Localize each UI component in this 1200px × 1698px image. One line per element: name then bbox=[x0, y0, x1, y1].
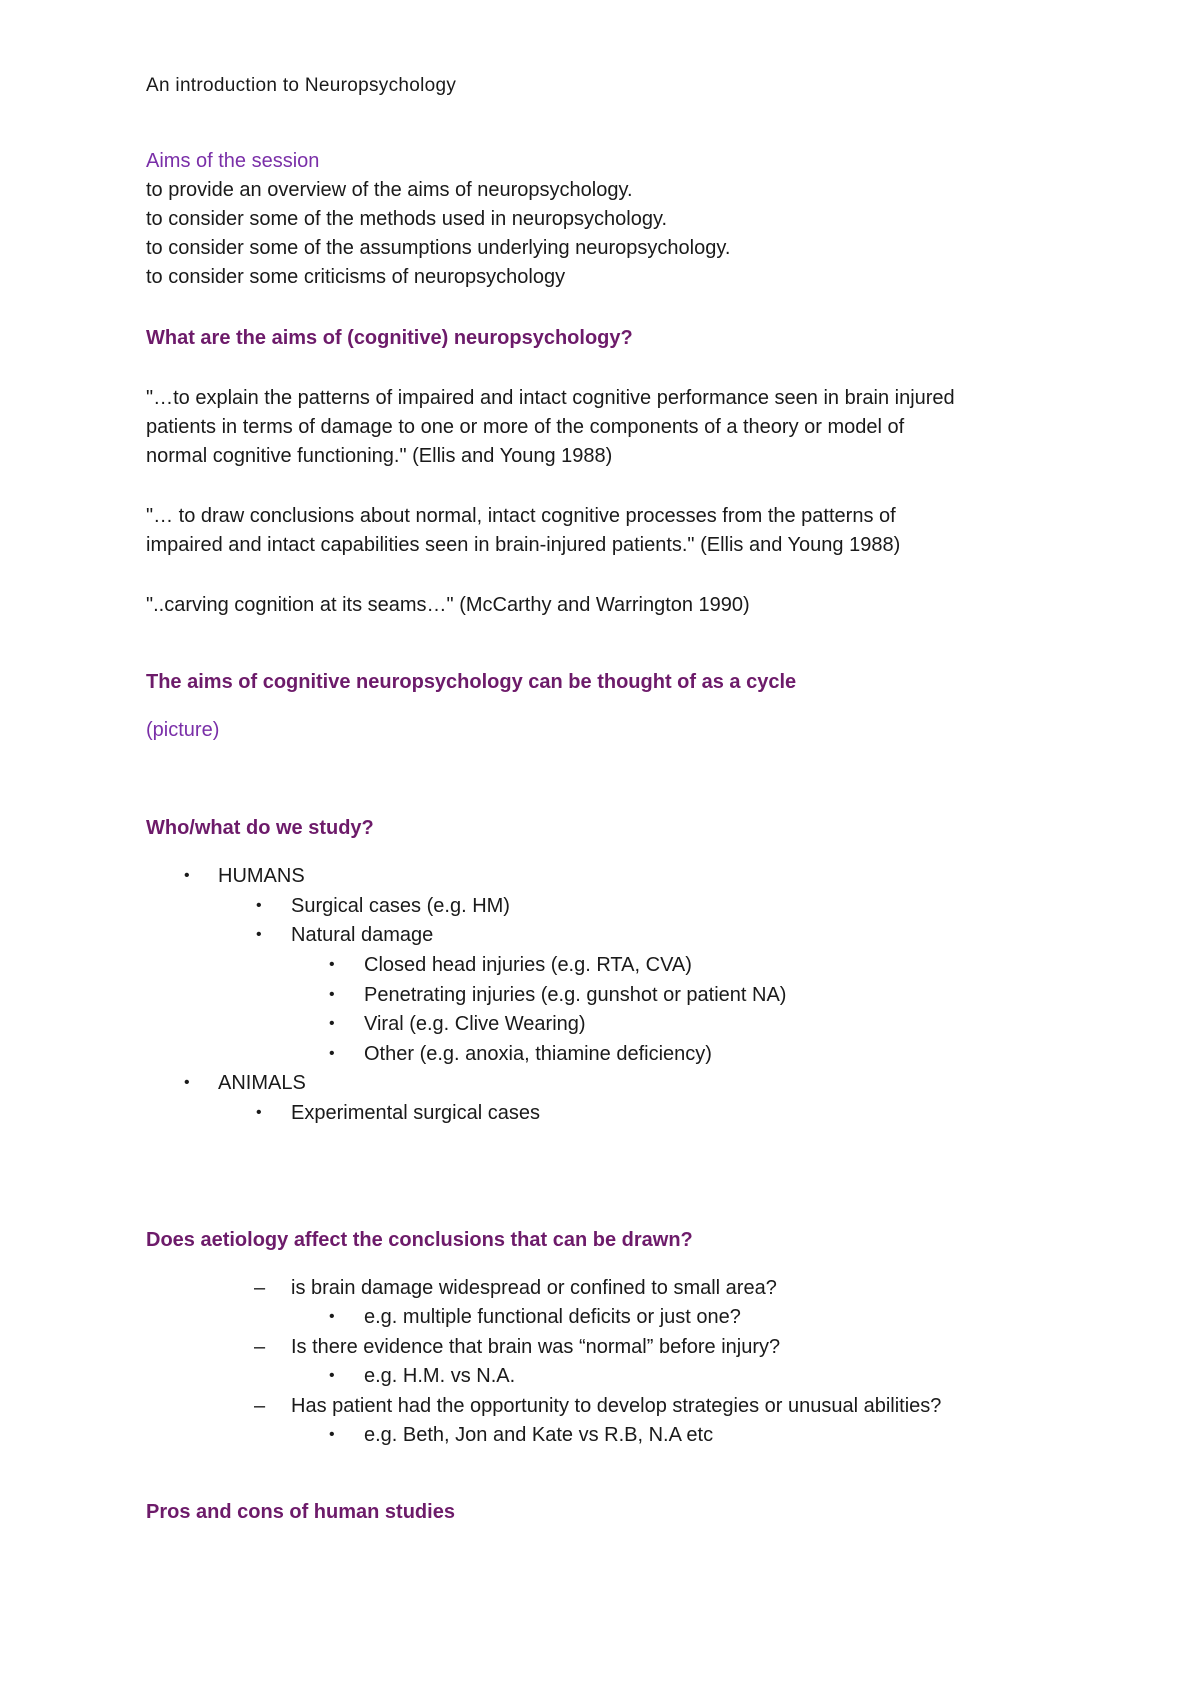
dash: – bbox=[254, 1395, 266, 1417]
quote-1-line: patients in terms of damage to one or more of the components of a theory or model of bbox=[146, 416, 905, 438]
quote-2-line: impaired and intact capabilities seen in brain-injured patients." (Ellis and Young 1988) bbox=[146, 534, 901, 556]
list-item-natural: Natural damage bbox=[291, 924, 434, 946]
list-item-surgical: Surgical cases (e.g. HM) bbox=[291, 895, 510, 917]
list-item-penetrating: Penetrating injuries (e.g. gunshot or patient NA) bbox=[364, 984, 787, 1006]
cycle-heading: The aims of cognitive neuropsychology can be thought of as a cycle bbox=[146, 671, 797, 693]
study-heading: Who/what do we study? bbox=[146, 817, 374, 839]
question-2-example: e.g. H.M. vs N.A. bbox=[364, 1365, 516, 1387]
bullet: • bbox=[329, 1308, 335, 1325]
bullet: • bbox=[184, 867, 190, 884]
question-2: Is there evidence that brain was “normal” before injury? bbox=[291, 1336, 781, 1358]
bullet: • bbox=[329, 956, 335, 973]
quote-3: "..carving cognition at its seams…" (McCarthy and Warrington 1990) bbox=[146, 594, 750, 616]
bullet: • bbox=[184, 1074, 190, 1091]
list-item-viral: Viral (e.g. Clive Wearing) bbox=[364, 1013, 586, 1035]
list-item-closed: Closed head injuries (e.g. RTA, CVA) bbox=[364, 954, 692, 976]
bullet: • bbox=[329, 986, 335, 1003]
bullet: • bbox=[329, 1367, 335, 1384]
list-item-other: Other (e.g. anoxia, thiamine deficiency) bbox=[364, 1043, 712, 1065]
question-1-example: e.g. multiple functional deficits or just one? bbox=[364, 1306, 741, 1328]
bullet: • bbox=[329, 1015, 335, 1032]
aims-item: to consider some of the assumptions underlying neuropsychology. bbox=[146, 237, 731, 259]
list-item-animals: ANIMALS bbox=[218, 1072, 306, 1094]
dash: – bbox=[254, 1277, 266, 1299]
quote-1-line: normal cognitive functioning." (Ellis and Young 1988) bbox=[146, 445, 613, 467]
pros-cons-heading: Pros and cons of human studies bbox=[146, 1501, 455, 1523]
dash: – bbox=[254, 1336, 266, 1358]
quote-2-line: "… to draw conclusions about normal, intact cognitive processes from the patterns of bbox=[146, 505, 896, 527]
aims-item: to consider some of the methods used in neuropsychology. bbox=[146, 208, 668, 230]
bullet: • bbox=[256, 926, 262, 943]
list-item-experimental: Experimental surgical cases bbox=[291, 1102, 540, 1124]
aims-heading: Aims of the session bbox=[146, 150, 320, 172]
question-3: Has patient had the opportunity to develop strategies or unusual abilities? bbox=[291, 1395, 942, 1417]
quote-1-line: "…to explain the patterns of impaired and intact cognitive performance seen in brain injured bbox=[146, 387, 955, 409]
aetiology-heading: Does aetiology affect the conclusions that can be drawn? bbox=[146, 1229, 693, 1251]
what-aims-heading: What are the aims of (cognitive) neuropsychology? bbox=[146, 327, 633, 349]
question-3-example: e.g. Beth, Jon and Kate vs R.B, N.A etc bbox=[364, 1424, 714, 1446]
bullet: • bbox=[256, 897, 262, 914]
bullet: • bbox=[256, 1104, 262, 1121]
document-header: An introduction to Neuropsychology bbox=[146, 75, 457, 96]
list-item-humans: HUMANS bbox=[218, 865, 305, 887]
picture-placeholder: (picture) bbox=[146, 719, 220, 741]
bullet: • bbox=[329, 1045, 335, 1062]
aims-item: to consider some criticisms of neuropsychology bbox=[146, 266, 566, 288]
bullet: • bbox=[329, 1426, 335, 1443]
aims-item: to provide an overview of the aims of neuropsychology. bbox=[146, 179, 633, 201]
question-1: is brain damage widespread or confined to small area? bbox=[291, 1277, 777, 1299]
